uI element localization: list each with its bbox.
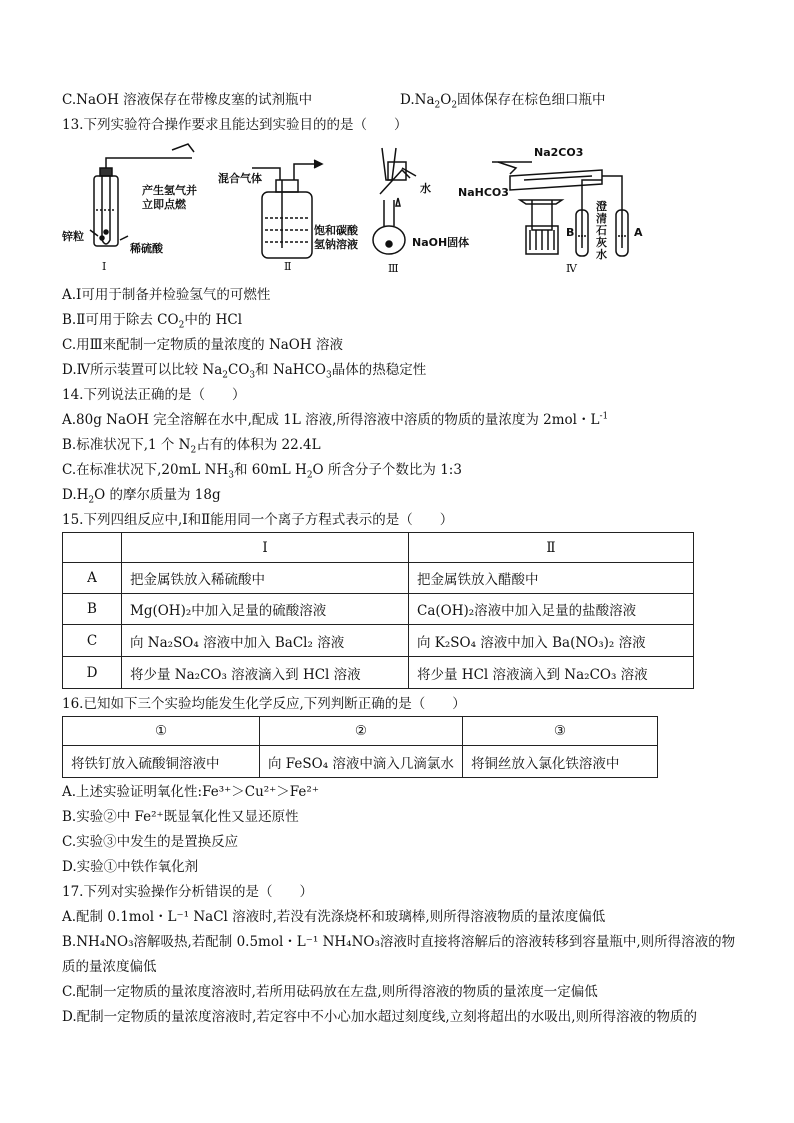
fig-iv-label-lime-4: 灰 bbox=[596, 236, 607, 249]
q14-option-b: B.标准状况下,1 个 $N_2$占有的体积为 22.4L bbox=[62, 437, 321, 456]
fig-iii-label-naoh: NaOH固体 bbox=[412, 236, 470, 249]
fig-iii-label-water: 水 bbox=[420, 182, 431, 195]
table-cell: 向 FeSO₄ 溶液中滴入几滴氯水 bbox=[260, 746, 463, 778]
table-row bbox=[63, 717, 658, 746]
q17-option-d: D.配制一定物质的量浓度溶液时,若定容中不小心加水超过刻度线,立刻将超出的水吸出,则所得溶液的物质的 bbox=[62, 1009, 698, 1025]
apparatus-iv bbox=[492, 162, 628, 256]
q16-stem: 16.已知如下三个实验均能发生化学反应,下列判断正确的是（ ） bbox=[62, 696, 466, 712]
q13-apparatus-figure bbox=[62, 140, 652, 280]
table-row bbox=[63, 533, 694, 563]
q13-option-c: C.用Ⅲ来配制一定物质的量浓度的 NaOH 溶液 bbox=[62, 337, 343, 353]
fig-ii-numeral: Ⅱ bbox=[284, 260, 292, 273]
fig-iv-label-b: B bbox=[566, 226, 575, 239]
fig-iv-label-lime-2: 清 bbox=[596, 212, 607, 225]
table-header-cell bbox=[63, 533, 122, 563]
table-cell: D bbox=[63, 657, 122, 689]
q14-stem: 14.下列说法正确的是（ ） bbox=[62, 387, 246, 403]
table-row bbox=[63, 594, 694, 625]
fig-iv-label-na2co3: Na2CO3 bbox=[534, 146, 584, 159]
q14-option-d: $D.H_2O$ 的摩尔质量为 18g bbox=[62, 487, 221, 506]
q17-stem: 17.下列对实验操作分析错误的是（ ） bbox=[62, 884, 313, 900]
table-cell: C bbox=[63, 625, 122, 657]
table-cell: Ca(OH)₂溶液中加入足量的盐酸溶液 bbox=[409, 594, 694, 625]
fig-i-label-2: 立即点燃 bbox=[142, 198, 186, 211]
q17-option-a: A.配制 0.1mol・L⁻¹ NaCl 溶液时,若没有洗涤烧杯和玻璃棒,则所得溶液物质的量浓度偏低 bbox=[62, 909, 606, 925]
fig-ii-label-1: 饱和碳酸 bbox=[314, 224, 358, 237]
q14-option-c: C.在标准状况下,20mL $NH_3$和 60mL $H_2O$ 所含分子个数比为 1:3 bbox=[62, 462, 462, 481]
q16-table bbox=[62, 716, 658, 778]
table-cell: 向 K₂SO₄ 溶液中加入 Ba(NO₃)₂ 溶液 bbox=[409, 625, 694, 657]
fig-iv-label-lime-5: 水 bbox=[596, 248, 607, 261]
table-cell: 把金属铁放入稀硫酸中 bbox=[122, 563, 409, 594]
q17-option-b-line2: 质的量浓度偏低 bbox=[62, 959, 157, 975]
table-cell: B bbox=[63, 594, 122, 625]
q16-option-c: C.实验③中发生的是置换反应 bbox=[62, 834, 239, 850]
fig-iv-numeral: Ⅳ bbox=[566, 262, 577, 275]
q15-table bbox=[62, 532, 694, 689]
table-header-cell: Ⅱ bbox=[409, 533, 694, 563]
table-row bbox=[63, 657, 694, 689]
q17-option-c: C.配制一定物质的量浓度溶液时,若所用砝码放在左盘,则所得溶液的物质的量浓度一定偏低 bbox=[62, 984, 598, 1000]
fig-iv-label-a: A bbox=[634, 226, 643, 239]
fig-ii-label-gas: 混合气体 bbox=[218, 172, 262, 185]
table-cell: Mg(OH)₂中加入足量的硫酸溶液 bbox=[122, 594, 409, 625]
apparatus-iii bbox=[373, 148, 416, 254]
apparatus-ii bbox=[252, 160, 322, 258]
fig-iv-label-nahco3: NaHCO3 bbox=[458, 186, 509, 199]
table-row bbox=[63, 563, 694, 594]
q13-option-d: D.Ⅳ所示装置可以比较 $Na_2CO_3$和 NaHCO$_3$晶体的热稳定性 bbox=[62, 362, 427, 381]
table-row bbox=[63, 625, 694, 657]
table-header-cell: ② bbox=[260, 717, 463, 746]
table-header-cell: ① bbox=[63, 717, 260, 746]
table-header-cell: Ⅰ bbox=[122, 533, 409, 563]
fig-iv-label-lime-3: 石 bbox=[596, 224, 607, 237]
q12-option-c: C.NaOH 溶液保存在带橡皮塞的试剂瓶中 bbox=[62, 92, 313, 108]
table-header-cell: ③ bbox=[462, 717, 657, 746]
fig-ii-label-2: 氢钠溶液 bbox=[314, 238, 358, 251]
fig-i-label-1: 产生氢气并 bbox=[142, 184, 197, 197]
table-cell: 将少量 HCl 溶液滴入到 Na₂CO₃ 溶液 bbox=[409, 657, 694, 689]
q13-option-b: B.Ⅱ可用于除去 $CO_2$中的 HCl bbox=[62, 312, 243, 331]
table-cell: 将少量 Na₂CO₃ 溶液滴入到 HCl 溶液 bbox=[122, 657, 409, 689]
table-cell: A bbox=[63, 563, 122, 594]
q16-option-b: B.实验②中 Fe²⁺既显氧化性又显还原性 bbox=[62, 809, 299, 825]
table-row bbox=[63, 746, 658, 778]
fig-iii-numeral: Ⅲ bbox=[388, 262, 399, 275]
table-cell: 将铜丝放入氯化铁溶液中 bbox=[462, 746, 657, 778]
q13-stem: 13.下列实验符合操作要求且能达到实验目的的是（ ） bbox=[62, 117, 408, 133]
q14-option-a: A.80g NaOH 完全溶解在水中,配成 1L 溶液,所得溶液中溶质的物质的量浓度为 2mol・$L^{-1}$ bbox=[62, 411, 609, 428]
fig-iv-label-lime-1: 澄 bbox=[596, 200, 607, 213]
fig-i-label-zinc: 锌粒 bbox=[62, 230, 84, 243]
table-cell: 将铁钉放入硫酸铜溶液中 bbox=[63, 746, 260, 778]
fig-i-label-acid: 稀硫酸 bbox=[130, 242, 163, 255]
q16-option-a: A.上述实验证明氧化性:Fe³⁺＞Cu²⁺＞Fe²⁺ bbox=[62, 784, 319, 800]
q12-option-d: $D.Na_2O_2$固体保存在棕色细口瓶中 bbox=[400, 92, 606, 111]
q15-stem: 15.下列四组反应中,Ⅰ和Ⅱ能用同一个离子方程式表示的是（ ） bbox=[62, 512, 454, 528]
table-cell: 向 Na₂SO₄ 溶液中加入 BaCl₂ 溶液 bbox=[122, 625, 409, 657]
q13-option-a: A.Ⅰ可用于制备并检验氢气的可燃性 bbox=[62, 287, 271, 303]
fig-i-numeral: Ⅰ bbox=[102, 260, 107, 273]
table-cell: 把金属铁放入醋酸中 bbox=[409, 563, 694, 594]
q17-option-b-line1: B.NH₄NO₃溶解吸热,若配制 0.5mol・L⁻¹ NH₄NO₃溶液时直接将溶解后的溶液转移到容量瓶中,则所得溶液的物 bbox=[62, 934, 736, 950]
q16-option-d: D.实验①中铁作氧化剂 bbox=[62, 859, 199, 875]
